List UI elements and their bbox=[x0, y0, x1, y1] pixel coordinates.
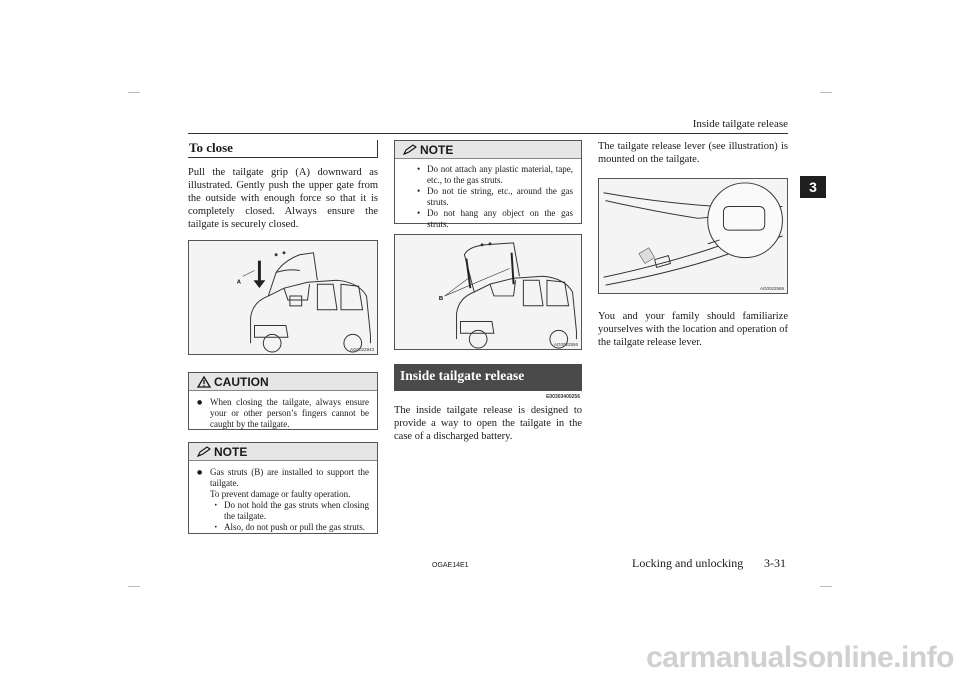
caution-header bbox=[189, 373, 377, 391]
note-title: NOTE bbox=[420, 142, 454, 157]
footer-page-number: 3-31 bbox=[764, 556, 786, 570]
note-item: • Do not hang any object on the gas struts. bbox=[417, 208, 573, 229]
crop-mark bbox=[128, 586, 140, 587]
caution-item: ● When closing the tailgate, always ensure your or other person’s fingers cannot be caught by the tailgate. bbox=[197, 397, 369, 429]
note-item: ● Gas struts (B) are installed to support the tailgate. To prevent damage or faulty operation. • Do not hold the gas struts when closing the tailgate. • Also, do not push or pull the gas struts. bbox=[197, 467, 369, 532]
crop-mark bbox=[128, 92, 140, 93]
figure-label-b: B bbox=[438, 295, 444, 302]
footer-doc-code: OGAE14E1 bbox=[432, 562, 469, 569]
note-sub-item: • Also, do not push or pull the gas struts. bbox=[214, 522, 365, 532]
pencil-note-icon bbox=[403, 144, 417, 155]
note-header bbox=[189, 443, 377, 461]
release-lever-figure bbox=[598, 178, 788, 294]
tailgate-close-figure bbox=[188, 240, 378, 355]
crop-mark bbox=[820, 586, 832, 587]
section-heading-text: To close bbox=[189, 140, 233, 155]
pencil-note-icon bbox=[197, 446, 211, 457]
note-sub-item: • Do not hold the gas struts when closing the tailgate. bbox=[214, 500, 369, 521]
warning-triangle-icon bbox=[197, 376, 211, 388]
chapter-tab: 3 bbox=[800, 176, 826, 198]
release-lever-illustration bbox=[599, 179, 787, 293]
note-title: NOTE bbox=[214, 444, 248, 459]
figure-code: AG0022943 bbox=[349, 347, 374, 352]
familiarize-paragraph: You and your family should familiarize yourselves with the location and operation of the tailgate release lever. bbox=[598, 311, 788, 348]
section-code: E00303400256 bbox=[546, 394, 580, 400]
gas-struts-illustration bbox=[395, 235, 581, 349]
figure-code: AG0022569 bbox=[759, 286, 784, 291]
note-box-attach bbox=[394, 140, 582, 229]
figure-code: AG0022556 bbox=[553, 342, 578, 347]
note-item: • Do not attach any plastic material, tape, etc., to the gas struts. bbox=[417, 164, 573, 185]
caution-box bbox=[188, 372, 378, 430]
section-heading-to-close bbox=[188, 138, 378, 158]
running-header: Inside tailgate release bbox=[692, 118, 788, 130]
gas-struts-figure bbox=[394, 234, 582, 350]
section-heading-text: Inside tailgate release bbox=[400, 368, 525, 383]
caution-title: CAUTION bbox=[214, 374, 269, 389]
to-close-paragraph: Pull the tailgate grip (A) downward as illustrated. Gently push the upper gate from the outside with enough force so that it is completely closed. Always ensure the tailgate is securely closed. bbox=[188, 167, 378, 230]
note-header bbox=[395, 141, 581, 159]
note-box-gas-struts bbox=[188, 442, 378, 534]
note-item: • Do not tie string, etc., around the gas struts. bbox=[417, 186, 573, 207]
bullet-icon: ● bbox=[197, 469, 203, 476]
header-rule bbox=[188, 133, 788, 134]
tailgate-close-illustration bbox=[189, 241, 377, 354]
figure-label-a: A bbox=[236, 279, 242, 286]
watermark: carmanualsonline.info bbox=[646, 641, 954, 674]
section-heading-inside-release bbox=[394, 364, 582, 400]
crop-mark bbox=[820, 92, 832, 93]
inside-release-paragraph: The inside tailgate release is designed to provide a way to open the tailgate in the case of a discharged battery. bbox=[394, 405, 582, 442]
release-lever-paragraph: The tailgate release lever (see illustration) is mounted on the tailgate. bbox=[598, 141, 788, 165]
footer-section-title: Locking and unlocking bbox=[632, 556, 744, 570]
bullet-icon: ● bbox=[197, 399, 203, 406]
